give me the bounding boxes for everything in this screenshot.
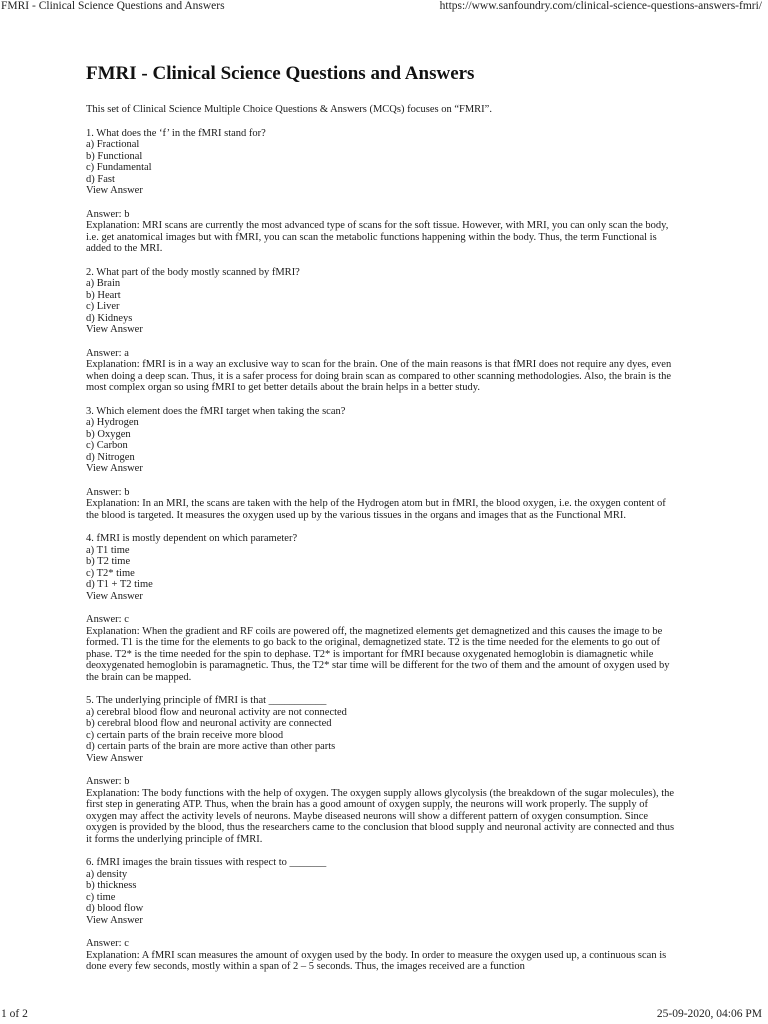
answer-explanation: Explanation: A fMRI scan measures the amount of oxygen used by the body. In order to measure the oxygen used up, a continuous scan is done every few seconds, mostly within a span of 2 – 5 seconds. Thus, the images received are a function bbox=[86, 949, 667, 972]
answer-option: a) density bbox=[86, 868, 128, 880]
answer-label: Answer: c bbox=[86, 938, 129, 949]
answer-option: a) T1 time bbox=[86, 544, 130, 556]
answer-label: Answer: b bbox=[86, 208, 130, 220]
answer-block bbox=[86, 614, 678, 683]
footer-datetime: 25-09-2020, 04:06 PM bbox=[656, 1008, 762, 1020]
question-list bbox=[86, 128, 678, 973]
answer-block bbox=[86, 487, 678, 522]
question-block bbox=[86, 267, 678, 394]
view-answer-link[interactable]: View Answer bbox=[86, 185, 143, 196]
view-answer-link[interactable]: View Answer bbox=[86, 914, 143, 926]
answer-option: c) Fundamental bbox=[86, 162, 152, 173]
view-answer-link[interactable]: View Answer bbox=[86, 463, 143, 474]
intro-text: This set of Clinical Science Multiple Choice Questions & Answers (MCQs) focuses on “FMRI”. bbox=[86, 104, 492, 115]
page-title: FMRI - Clinical Science Questions and Answers bbox=[86, 63, 475, 84]
answer-option: c) Liver bbox=[86, 301, 120, 312]
answer-block bbox=[86, 938, 678, 973]
view-answer-link[interactable]: View Answer bbox=[86, 324, 143, 335]
answer-explanation: Explanation: The body functions with the help of oxygen. The oxygen supply allows glycolysis (the breakdown of the sugar molecules), the first step in generating ATP. Thus, when the brain has a good amount of oxygen supply, the neurons will work properly. The supply of oxygen may affect the activity levels of neurons. Maybe diseased neurons will show a different pattern of oxygen consumption. Since oxygen is provided by the blood, thus the researchers came to the conclusion that blood supply and neuronal activity are connected and thus it forms the underlying principle of fMRI. bbox=[86, 787, 675, 845]
answer-option: b) thickness bbox=[86, 880, 137, 891]
question-text: 6. fMRI images the brain tissues with respect to _______ bbox=[86, 857, 327, 868]
answer-block bbox=[86, 776, 678, 845]
article bbox=[86, 62, 678, 985]
question-block bbox=[86, 406, 678, 522]
header-url: https://www.sanfoundry.com/clinical-science-questions-answers-fmri/ bbox=[439, 0, 762, 12]
answer-block bbox=[86, 209, 678, 255]
answer-label: Answer: c bbox=[86, 614, 129, 625]
footer-page-number: 1 of 2 bbox=[1, 1008, 28, 1020]
answer-explanation: Explanation: fMRI is in a way an exclusive way to scan for the brain. One of the main reasons is that fMRI does not require any dyes, even when doing a deep scan. Thus, it is a safer process for doing brain scan as compared to other scanning methodologies. Also, the brain is the most complex organ so using fMRI to get better details about the brain helps in a better study. bbox=[86, 359, 672, 393]
question-text: 5. The underlying principle of fMRI is that ___________ bbox=[86, 695, 327, 706]
print-header bbox=[0, 0, 768, 16]
question-block bbox=[86, 695, 678, 845]
question-text: 1. What does the ‘f’ in the fMRI stand for? bbox=[86, 127, 266, 139]
answer-label: Answer: a bbox=[86, 347, 129, 359]
answer-option: d) blood flow bbox=[86, 903, 144, 914]
answer-option: a) Hydrogen bbox=[86, 417, 139, 428]
answer-option: d) certain parts of the brain are more active than other parts bbox=[86, 741, 336, 752]
answer-option: a) cerebral blood flow and neuronal activity are not connected bbox=[86, 706, 347, 718]
answer-option: d) Kidneys bbox=[86, 312, 133, 324]
question-block bbox=[86, 128, 678, 255]
answer-explanation: Explanation: In an MRI, the scans are taken with the help of the Hydrogen atom but in fMRI, the blood oxygen, i.e. the oxygen content of the blood is targeted. It measures the oxygen used up by the various tissues in the organs and images that as the Functional MRI. bbox=[86, 498, 666, 521]
question-text: 4. fMRI is mostly dependent on which parameter? bbox=[86, 533, 298, 544]
answer-option: c) certain parts of the brain receive more blood bbox=[86, 729, 284, 741]
answer-option: d) Fast bbox=[86, 173, 115, 185]
answer-option: c) time bbox=[86, 891, 116, 903]
view-answer-link[interactable]: View Answer bbox=[86, 590, 143, 602]
answer-option: a) Brain bbox=[86, 278, 121, 289]
answer-option: d) Nitrogen bbox=[86, 451, 135, 463]
answer-option: c) T2* time bbox=[86, 567, 135, 579]
question-text: 2. What part of the body mostly scanned by fMRI? bbox=[86, 266, 300, 278]
answer-option: b) Heart bbox=[86, 289, 121, 301]
question-block bbox=[86, 533, 678, 683]
answer-option: b) Oxygen bbox=[86, 428, 131, 440]
question-text: 3. Which element does the fMRI target when taking the scan? bbox=[86, 405, 346, 417]
view-answer-link[interactable]: View Answer bbox=[86, 752, 143, 764]
answer-block bbox=[86, 348, 678, 394]
answer-option: c) Carbon bbox=[86, 440, 128, 451]
answer-explanation: Explanation: MRI scans are currently the most advanced type of scans for the soft tissue. However, with MRI, you can only scan the body, i.e. get anatomical images but with fMRI, you can scan the metabolic functions happening within the body. Thus, the term Functional is added to the MRI. bbox=[86, 220, 669, 254]
answer-option: a) Fractional bbox=[86, 139, 140, 150]
answer-option: b) Functional bbox=[86, 150, 143, 162]
header-tab-title: FMRI - Clinical Science Questions and Answers bbox=[1, 0, 225, 12]
answer-label: Answer: b bbox=[86, 486, 130, 498]
print-footer bbox=[0, 1008, 768, 1024]
answer-label: Answer: b bbox=[86, 776, 130, 787]
answer-option: d) T1 + T2 time bbox=[86, 579, 153, 590]
question-block bbox=[86, 857, 678, 973]
answer-option: b) cerebral blood flow and neuronal activity are connected bbox=[86, 718, 332, 729]
answer-explanation: Explanation: When the gradient and RF coils are powered off, the magnetized elements get demagnetized and this causes the image to be formed. T1 is the time for the elements to go back to the original, demagnetized state. T2 is the time needed for the elements to go out of phase. T2* is the time needed for the spin to dephase. T2* is important for fMRI because oxygenated hemoglobin is diamagnetic while deoxygenated hemoglobin is paramagnetic. Thus, the T2* star time will be different for the two of them and the amount of oxygen used by the brain can be mapped. bbox=[86, 625, 670, 683]
answer-option: b) T2 time bbox=[86, 556, 131, 567]
